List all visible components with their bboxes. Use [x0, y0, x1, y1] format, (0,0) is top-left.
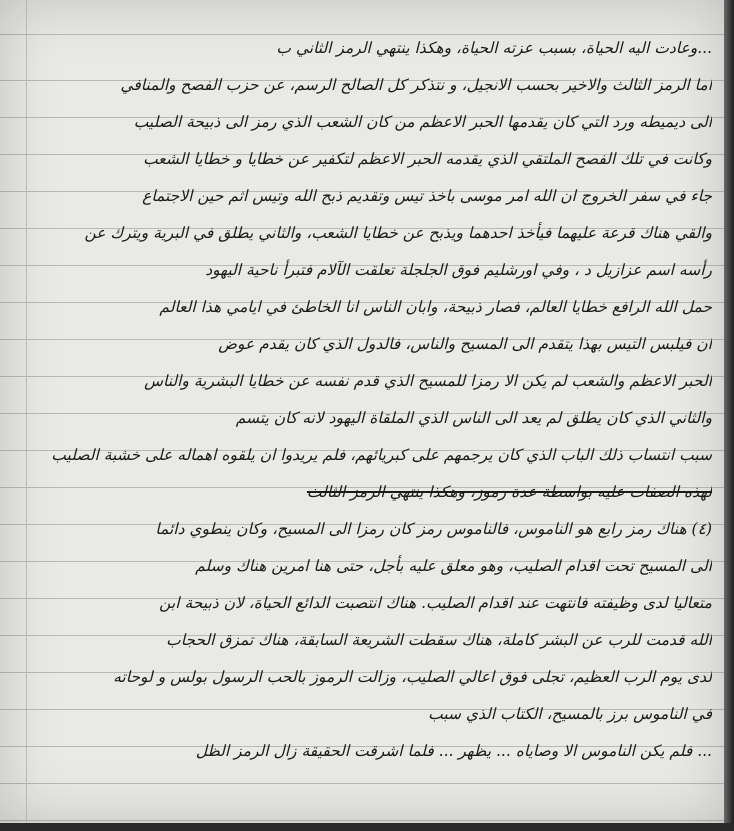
text-line: الى المسيح تحت اقدام الصليب، وهو معلق عليه بأجل، حتى هنا امرين هناك وسلم: [195, 557, 712, 575]
page-edge: [0, 823, 734, 831]
text-line: لدى يوم الرب العظيم، تجلى فوق اعالي الصليب، وزالت الرموز بالحب الرسول بولس و لوحاته: [113, 668, 712, 686]
text-line: الى ديميطه ورد التي كان يقدمها الحبر الاعظم من كان الشعب الذي رمز الى ذبيحة الصليب: [133, 113, 712, 131]
text-line: ...وعادت اليه الحياة، بسبب عزته الحياة، وهكذا ينتهي الرمز الثاني ب: [276, 39, 712, 57]
text-line: (٤) هناك رمز رابع هو الناموس، فالناموس رمز كان رمزا الى المسيح، وكان ينطوي دائما: [155, 520, 712, 538]
text-line: في الناموس برز بالمسيح، الكتاب الذي سبب: [428, 705, 712, 723]
text-line: متعاليا لدى وظيفته فانتهت عند اقدام الصليب. هناك انتصبت الدائع الحياة، لان ذبيحة ابن: [159, 594, 712, 612]
notebook-binding: [724, 0, 734, 831]
text-line: سبب انتساب ذلك الباب الذي كان يرجمهم على كبريائهم، فلم يريدوا ان يلقوه اهماله على خشبة الصليب: [51, 446, 712, 464]
text-line: اما الرمز الثالث والاخير بحسب الانجيل، و نتذكر كل الصالح الرسم، عن حزب الفصح والمنافي: [120, 76, 712, 94]
text-line: حمل الله الرافع خطايا العالم، فصار ذبيحة، وابان الناس انا الخاطئ في ايامي هذا العالم: [159, 298, 712, 316]
text-line: الحبر الاعظم والشعب لم يكن الا رمزا للمسيح الذي قدم نفسه عن خطايا البشرية والناس: [144, 372, 712, 390]
text-line: ... فلم يكن الناموس الا وصاياه ... يظهر ... فلما اشرقت الحقيقة زال الرمز الظل: [195, 742, 712, 760]
text-line: الله قدمت للرب عن البشر كاملة، هناك سقطت الشريعة السابقة، هناك تمزق الحجاب: [166, 631, 712, 649]
handwritten-text-block: [20, 30, 712, 770]
text-line: رأسه اسم عزازيل د ، وفي اورشليم فوق الجلجلة تعلقت الآلام فتبرأ ناحية اليهود: [205, 261, 712, 279]
text-line: لهذه الصفات عليه بواسطة عدة رموز، وهكذا ينتهي الرمز الثالث: [306, 483, 712, 501]
text-line: والثاني الذي كان يطلق لم يعد الى الناس الذي الملقاة اليهود لانه كان يتسم: [235, 409, 712, 427]
text-line: جاء في سفر الخروج ان الله امر موسى باخذ تيس وتقديم ذبح الله وتيس اثم حين الاجتماع: [142, 187, 712, 205]
text-line: ان فيلبس التيس بهذا يتقدم الى المسيح والناس، فالدول الذي كان يقدم عوض: [218, 335, 712, 353]
text-line: وكانت في تلك الفصح الملتقي الذي يقدمه الحبر الاعظم لتكفير عن خطايا و خطايا الشعب: [143, 150, 712, 168]
text-line: والقي هناك قرعة عليهما فيأخذ احدهما ويذبح عن خطايا الشعب، والثاني يطلق في البرية ويترك عن: [84, 224, 712, 242]
